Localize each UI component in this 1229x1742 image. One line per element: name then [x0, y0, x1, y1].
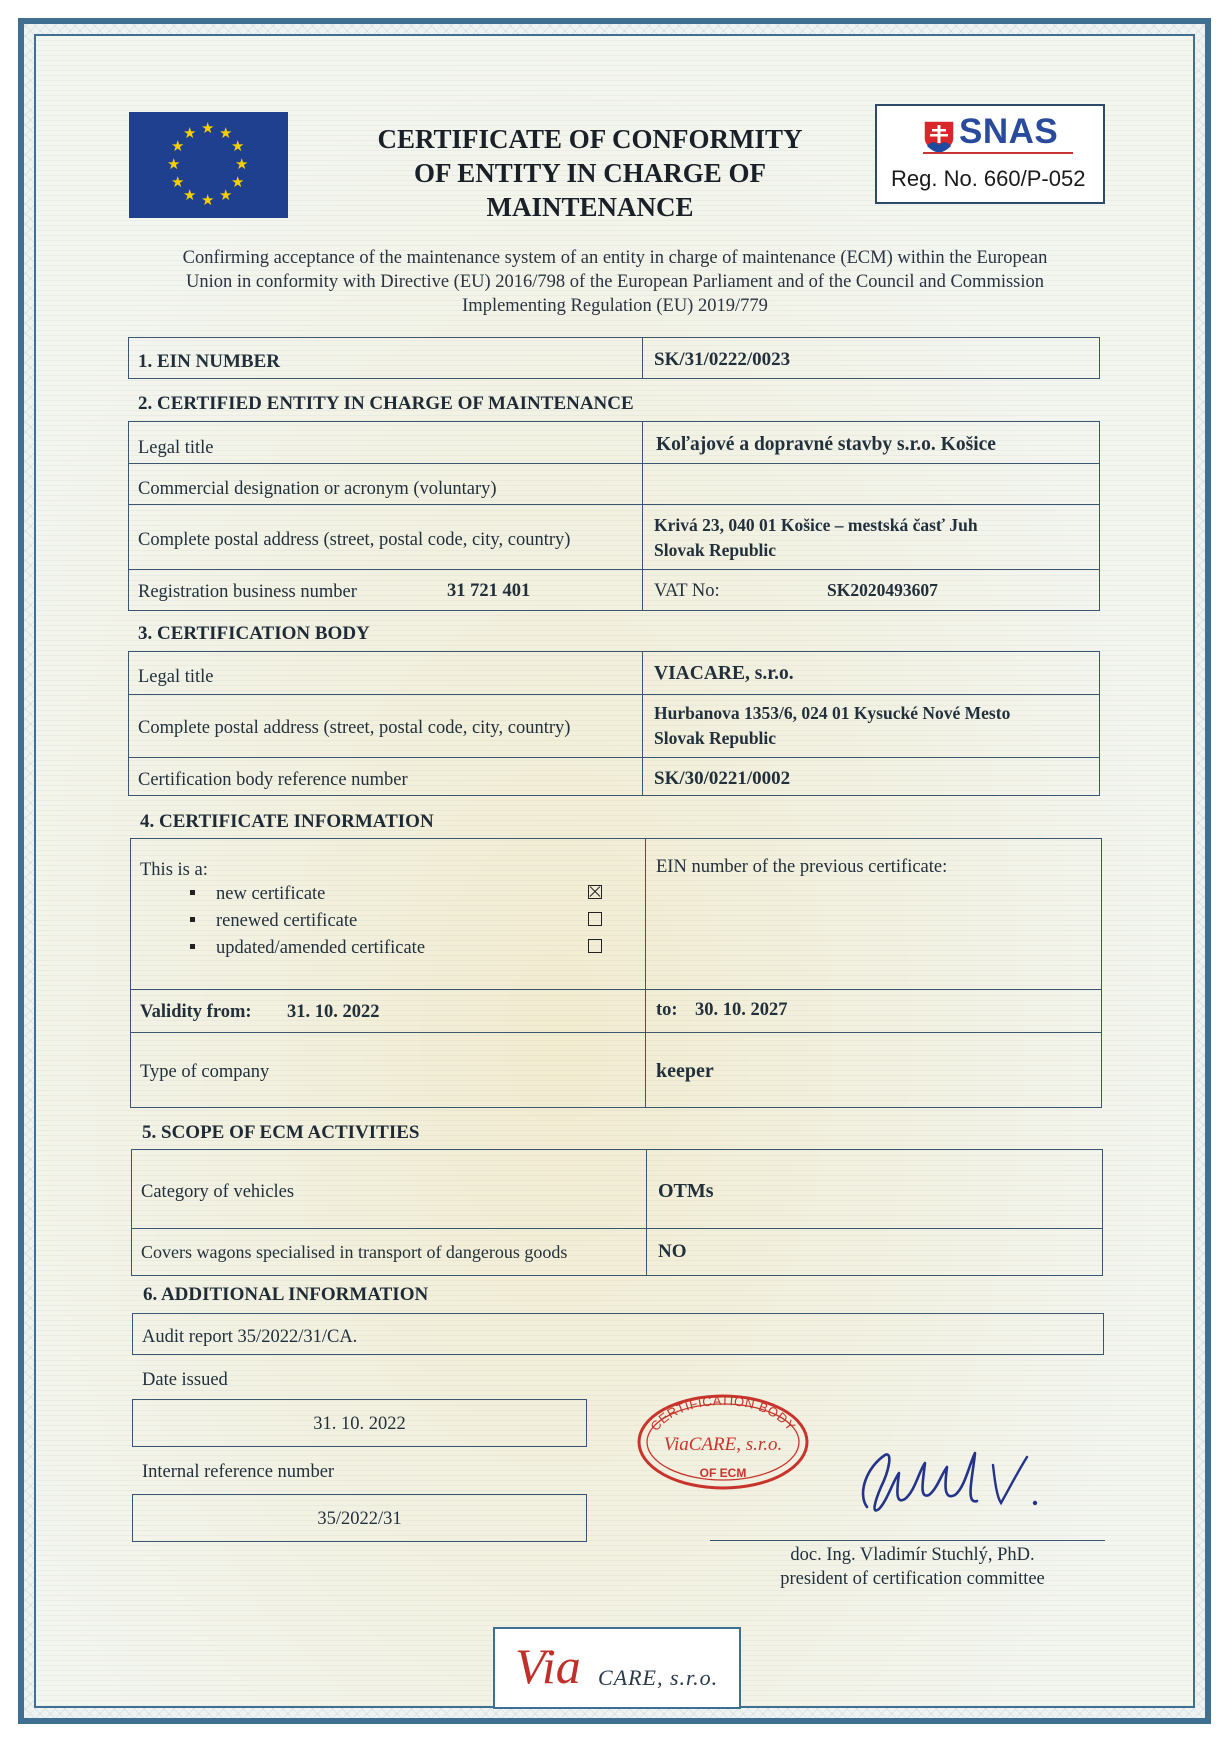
viacare-logo	[493, 1627, 741, 1709]
legal-title-value: Koľajové a dopravné stavby s.r.o. Košice	[656, 434, 996, 455]
signatory-role: president of certification committee	[780, 1569, 1045, 1589]
ein-number-value: SK/31/0222/0023	[654, 349, 791, 370]
snas-logo-text: SNAS	[959, 112, 1059, 151]
vat-label: VAT No:	[654, 581, 720, 601]
dangerous-goods-value: NO	[658, 1241, 687, 1262]
cb-reference-value: SK/30/0221/0002	[654, 768, 791, 789]
section-4-heading: 4. CERTIFICATE INFORMATION	[140, 811, 434, 832]
this-is-a-label: This is a:	[140, 860, 208, 880]
cb-legal-title-label: Legal title	[138, 667, 214, 687]
category-of-vehicles-label: Category of vehicles	[141, 1182, 295, 1202]
validity-to-value: 30. 10. 2027	[695, 1000, 788, 1020]
handwritten-signature	[845, 1445, 1050, 1525]
internal-ref-label: Internal reference number	[142, 1462, 335, 1482]
entity-address-label: Complete postal address (street, postal code, city, country)	[138, 530, 571, 550]
certificate-info-table	[130, 838, 1102, 1108]
option-renewed-label: renewed certificate	[216, 911, 358, 931]
dangerous-goods-label: Covers wagons specialised in transport of dangerous goods	[141, 1242, 568, 1262]
snas-underline	[923, 152, 1073, 154]
cb-address-line1: Hurbanova 1353/6, 024 01 Kysucké Nové Mesto	[654, 703, 1011, 723]
validity-to-label: to:	[656, 1000, 678, 1020]
vat-value: SK2020493607	[827, 580, 938, 600]
cb-reference-label: Certification body reference number	[138, 770, 408, 790]
intro-paragraph: Confirming acceptance of the maintenance system of an entity in charge of maintenance (ECM) within the European Union in conformity with Directive (EU) 2016/798 of the European Parliament and of the Council and Commission Implementing Regulation (EU) 2019/779	[182, 248, 1048, 316]
stamp-top-text: CERTIFICATION BODY	[647, 1393, 799, 1434]
type-of-company-label: Type of company	[140, 1062, 270, 1082]
checkbox-renewed-certificate[interactable]	[588, 912, 602, 926]
eu-flag-icon: ★ ★ ★ ★ ★ ★ ★ ★ ★ ★ ★ ★	[129, 112, 288, 218]
certification-body-stamp	[635, 1393, 811, 1491]
registration-number-value: 31 721 401	[447, 581, 531, 601]
category-of-vehicles-value: OTMs	[658, 1180, 714, 1202]
snas-accreditation-mark	[875, 104, 1105, 204]
signatory-name: doc. Ing. Vladimír Stuchlý, PhD.	[790, 1545, 1035, 1565]
viacare-logo-script: Via	[515, 1638, 581, 1694]
audit-report-text: Audit report 35/2022/31/CA.	[142, 1327, 358, 1347]
registration-number-label: Registration business number	[138, 582, 357, 602]
cb-address-label: Complete postal address (street, postal code, city, country)	[138, 718, 571, 738]
slovak-shield-icon	[923, 120, 955, 154]
section-5-heading: 5. SCOPE OF ECM ACTIVITIES	[142, 1122, 420, 1143]
snas-reg-number: Reg. No. 660/P-052	[891, 166, 1086, 191]
entity-address-line2: Slovak Republic	[654, 540, 777, 560]
stamp-middle-text: ViaCARE, s.r.o.	[663, 1434, 783, 1455]
legal-title-label: Legal title	[138, 438, 214, 458]
checkbox-updated-certificate[interactable]	[588, 939, 602, 953]
bullet	[190, 944, 195, 949]
section-2-heading: 2. CERTIFIED ENTITY IN CHARGE OF MAINTENANCE	[138, 393, 634, 414]
section-3-heading: 3. CERTIFICATION BODY	[138, 623, 370, 644]
stamp-bottom-text: OF ECM	[699, 1466, 747, 1480]
signature-line	[710, 1540, 1105, 1541]
previous-ein-label: EIN number of the previous certificate:	[656, 857, 948, 877]
bullet	[190, 917, 195, 922]
date-issued-label: Date issued	[142, 1370, 228, 1390]
certificate-title: CERTIFICATE OF CONFORMITY OF ENTITY IN CHARGE OF MAINTENANCE	[377, 124, 803, 222]
internal-ref-value: 35/2022/31	[317, 1509, 402, 1529]
type-of-company-value: keeper	[656, 1060, 714, 1082]
cb-legal-title-value: VIACARE, s.r.o.	[654, 663, 794, 684]
option-new-label: new certificate	[216, 884, 326, 904]
viacare-logo-rest: CARE, s.r.o.	[598, 1665, 719, 1690]
cb-address-line2: Slovak Republic	[654, 728, 777, 748]
validity-from-label: Validity from:	[140, 1002, 252, 1022]
commercial-designation-label: Commercial designation or acronym (voluntary)	[138, 479, 497, 499]
ein-number-label: 1. EIN NUMBER	[138, 351, 280, 372]
checkbox-new-certificate[interactable]	[588, 885, 602, 899]
bullet	[190, 890, 195, 895]
option-updated-label: updated/amended certificate	[216, 938, 426, 958]
section-6-heading: 6. ADDITIONAL INFORMATION	[143, 1284, 429, 1305]
date-issued-value: 31. 10. 2022	[313, 1414, 406, 1434]
svg-text:CERTIFICATION BODY	[647, 1393, 798, 1434]
entity-address-line1: Krivá 23, 040 01 Košice – mestská časť Juh	[654, 515, 978, 535]
validity-from-value: 31. 10. 2022	[287, 1002, 380, 1022]
